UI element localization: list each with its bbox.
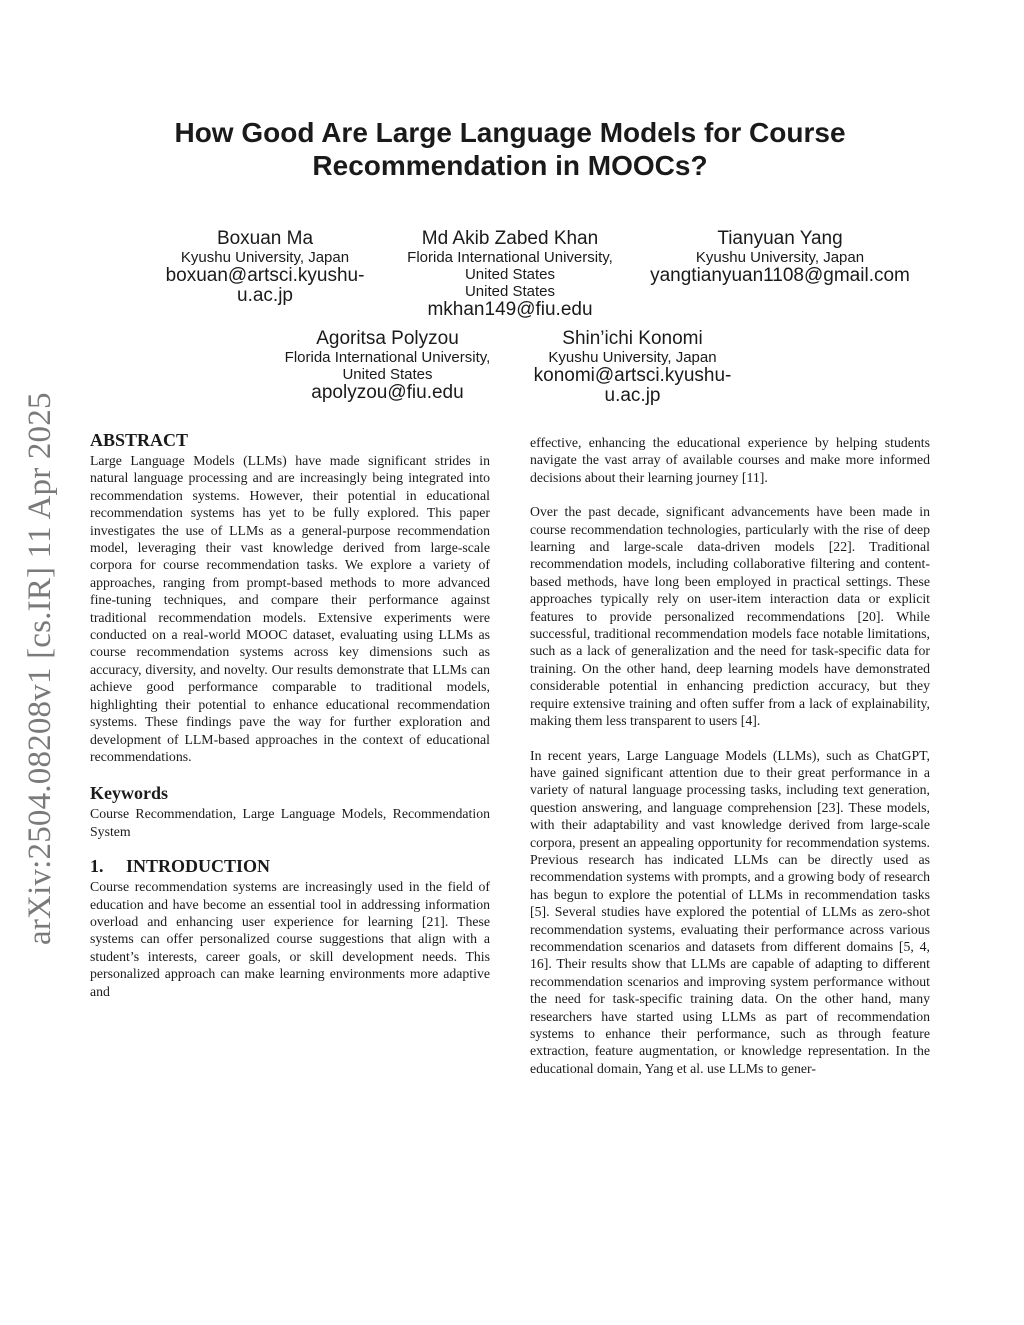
author-email: mkhan149@fiu.edu [427, 299, 593, 320]
intro-paragraph: In recent years, Large Language Models (LLMs), such as ChatGPT, have gained significant attention due to their great performance in a variety of natural language processing tasks, including text generation, question answering, and language comprehension [23]. These models, with their adaptability and vast knowledge derived from large-scale corpora, present an appealing opportunity for recommendation systems. Previous research has indicated LLMs can be directly used as recommendation systems with prompts, and a growing body of research has begun to explore the potential of LLMs in recommendation tasks [5]. Several studies have explored the potential of LLMs as zero-shot recommendation systems, evaluating their performance across various recommendation scenarios and datasets from different domains [5, 4, 16]. Their results show that LLMs are capable of adapting to different recommendation scenarios and improving system performance without the need for task-specific training data. On the other hand, many researchers have started using LLMs as part of recommendation systems to enhance their performance, such as through feature extraction, feature augmentation, or knowledge representation. In the educational domain, Yang et al. use LLMs to gener- [530, 747, 930, 1076]
arxiv-identifier: arXiv:2504.08208v1 [cs.IR] 11 Apr 2025 [22, 392, 58, 945]
keywords-heading: Keywords [90, 783, 168, 804]
author-name: Md Akib Zabed Khan [421, 228, 599, 249]
author-block [630, 228, 930, 286]
intro-paragraph-continued: effective, enhancing the educational experience by helping students navigate the vast array of available courses and make more informed decisions about their learning journey [11]. [530, 435, 930, 485]
right-column [530, 434, 930, 1077]
author-email: apolyzou@fiu.edu [311, 382, 464, 403]
abstract-heading: ABSTRACT [90, 430, 189, 450]
intro-paragraph: Course recommendation systems are increasingly used in the field of education and have become an essential tool in addressing information overload and enhancing user experience for learning [21]. These systems can offer personalized course suggestions that align with a student’s interests, career goals, or skill development needs. This personalized approach can make learning environments more adaptive and [90, 879, 490, 999]
author-name: Shin’ichi Konomi [562, 328, 703, 349]
author-affiliation-extra: United States [464, 283, 556, 300]
author-name: Tianyuan Yang [717, 228, 843, 249]
author-block [150, 228, 380, 306]
author-email: yangtianyuan1108@gmail.com [650, 265, 910, 286]
author-email: boxuan@artsci.kyushu-u.ac.jp [165, 265, 365, 306]
author-name: Boxuan Ma [216, 228, 314, 249]
left-column [90, 430, 490, 1000]
section-number: 1. [90, 856, 104, 877]
section-title: INTRODUCTION [126, 856, 271, 877]
author-affiliation: Florida International University, United States [284, 349, 491, 383]
author-affiliation: Florida International University, United States [407, 249, 613, 283]
author-name: Agoritsa Polyzou [316, 328, 459, 349]
author-affiliation: Kyushu University, Japan [180, 249, 350, 266]
author-affiliation: Kyushu University, Japan [548, 349, 717, 366]
paper-title: How Good Are Large Language Models for Course Recommendation in MOOCs? [174, 117, 846, 181]
author-affiliation: Kyushu University, Japan [695, 249, 865, 266]
author-email: konomi@artsci.kyushu-u.ac.jp [533, 365, 732, 406]
author-block [520, 328, 745, 406]
abstract-text: Large Language Models (LLMs) have made significant strides in natural language processing and are increasingly being integrated into recommendation systems. However, their potential in educational recommendation systems has yet to be fully explored. This paper investigates the use of LLMs as a general-purpose recommendation model, leveraging their vast knowledge derived from large-scale corpora for course recommendation tasks. We explore a variety of approaches, ranging from prompt-based methods to more advanced fine-tuning techniques, and compare their performance against traditional recommendation models. Extensive experiments were conducted on a real-world MOOC dataset, evaluating using LLMs as course recommendation systems across key dimensions such as accuracy, diversity, and novelty. Our results demonstrate that LLMs can achieve good performance comparable to traditional models, highlighting their potential to enhance educational recommendation systems. These findings pave the way for further exploration and development of LLM-based approaches in the context of educational recommendations. [90, 453, 490, 764]
intro-paragraph: Over the past decade, significant advancements have been made in course recommendation technologies, particularly with the rise of deep learning and large-scale data-driven models [22]. Traditional recommendation models, including collaborative filtering and content-based methods, have long been employed in practical settings. These approaches typically rely on user-item interaction data or explicit features to provide personalized recommendations [20]. While successful, traditional recommendation models face notable limitations, such as a lack of generalization and the need for task-specific data for training. On the other hand, deep learning models have demonstrated considerable potential in enhancing prediction accuracy, but they require extensive training and often suffer from a lack of explainability, making them less transparent to users [4]. [530, 504, 930, 729]
author-block [280, 328, 495, 403]
keywords-text: Course Recommendation, Large Language Models, Recommendation System [90, 806, 490, 839]
section-heading-introduction [90, 856, 490, 877]
author-block [400, 228, 620, 320]
